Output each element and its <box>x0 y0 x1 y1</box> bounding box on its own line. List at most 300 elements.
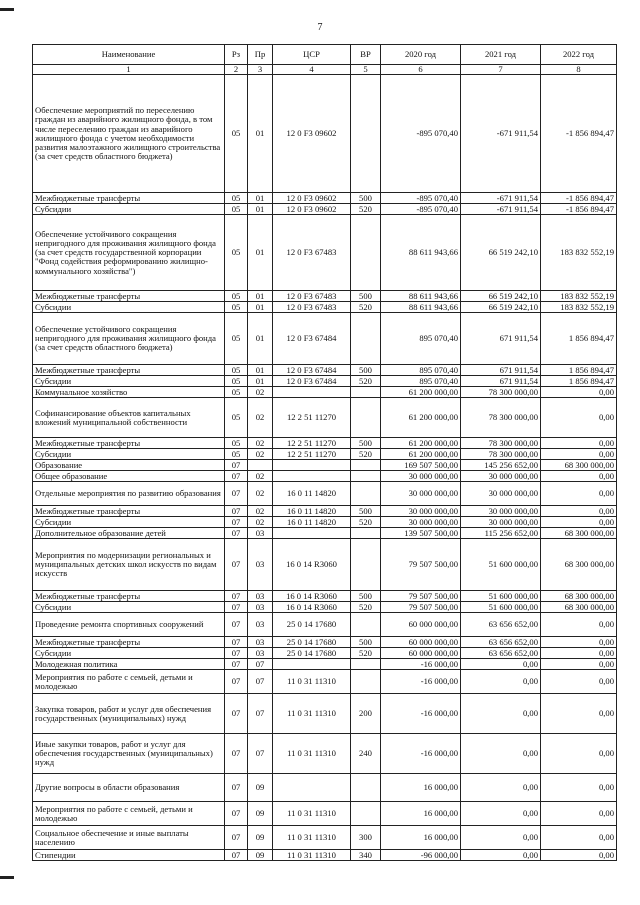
cell-rz: 05 <box>225 313 248 365</box>
cell-csr: 12 0 F3 67484 <box>273 376 351 387</box>
table-row <box>33 613 617 637</box>
cell-vr <box>351 670 381 694</box>
cell-vr: 520 <box>351 204 381 215</box>
cell-2021: 51 600 000,00 <box>461 602 541 613</box>
cell-csr: 12 2 51 11270 <box>273 398 351 438</box>
cell-csr: 12 0 F3 67484 <box>273 365 351 376</box>
cell-2020: 61 200 000,00 <box>381 387 461 398</box>
cell-rz: 05 <box>225 302 248 313</box>
cell-2022: 0,00 <box>541 449 617 460</box>
page-number: 7 <box>317 22 323 33</box>
cell-rz: 05 <box>225 365 248 376</box>
col-header-rz: Рз <box>225 45 248 65</box>
col-header-pr: Пр <box>248 45 273 65</box>
cell-pr: 03 <box>248 528 273 539</box>
cell-name: Субсидии <box>33 302 225 313</box>
cell-2021: 0,00 <box>461 694 541 734</box>
cell-2022: 68 300 000,00 <box>541 591 617 602</box>
cell-2020: -16 000,00 <box>381 670 461 694</box>
cell-2022: 0,00 <box>541 670 617 694</box>
cell-2022: 183 832 552,19 <box>541 291 617 302</box>
cell-vr: 520 <box>351 648 381 659</box>
cell-vr: 240 <box>351 734 381 774</box>
cell-rz: 07 <box>225 826 248 850</box>
cell-rz: 07 <box>225 591 248 602</box>
table-row <box>33 471 617 482</box>
cell-pr: 02 <box>248 471 273 482</box>
cell-2021: -671 911,54 <box>461 75 541 193</box>
col-number: 5 <box>351 65 381 75</box>
cell-2021: 0,00 <box>461 826 541 850</box>
cell-2021: 671 911,54 <box>461 313 541 365</box>
cell-2021: 30 000 000,00 <box>461 482 541 506</box>
cell-name: Субсидии <box>33 648 225 659</box>
cell-pr: 03 <box>248 602 273 613</box>
cell-csr: 25 0 14 17680 <box>273 648 351 659</box>
table-row <box>33 774 617 802</box>
cell-2020: 61 200 000,00 <box>381 438 461 449</box>
cell-name: Мероприятия по модернизации региональных и муниципальных детских школ искусств по видам искусств <box>33 539 225 591</box>
cell-2021: 63 656 652,00 <box>461 613 541 637</box>
cell-rz: 05 <box>225 291 248 302</box>
cell-pr: 02 <box>248 506 273 517</box>
cell-2022: 0,00 <box>541 387 617 398</box>
cell-2021: 78 300 000,00 <box>461 438 541 449</box>
cell-name: Субсидии <box>33 449 225 460</box>
cell-vr <box>351 387 381 398</box>
col-number: 4 <box>273 65 351 75</box>
cell-2022: 183 832 552,19 <box>541 215 617 291</box>
cell-rz: 07 <box>225 694 248 734</box>
cell-2021: 66 519 242,10 <box>461 291 541 302</box>
cell-2021: 0,00 <box>461 734 541 774</box>
cell-rz: 05 <box>225 449 248 460</box>
cell-2022: 0,00 <box>541 613 617 637</box>
cell-2020: 16 000,00 <box>381 802 461 826</box>
cell-2020: 895 070,40 <box>381 376 461 387</box>
cell-rz: 07 <box>225 482 248 506</box>
cell-vr: 500 <box>351 506 381 517</box>
cell-rz: 07 <box>225 670 248 694</box>
cell-vr <box>351 659 381 670</box>
table-row <box>33 398 617 438</box>
cell-2021: 30 000 000,00 <box>461 506 541 517</box>
cell-pr: 02 <box>248 387 273 398</box>
cell-2021: 63 656 652,00 <box>461 648 541 659</box>
col-header-2020: 2020 год <box>381 45 461 65</box>
table-row <box>33 193 617 204</box>
cell-pr: 03 <box>248 613 273 637</box>
cell-pr <box>248 460 273 471</box>
table-row <box>33 482 617 506</box>
cell-csr <box>273 471 351 482</box>
cell-rz: 05 <box>225 387 248 398</box>
cell-rz: 07 <box>225 528 248 539</box>
cell-pr: 03 <box>248 648 273 659</box>
cell-2020: -16 000,00 <box>381 694 461 734</box>
table-row <box>33 215 617 291</box>
cell-rz: 07 <box>225 659 248 670</box>
table-row <box>33 75 617 193</box>
cell-2020: 79 507 500,00 <box>381 591 461 602</box>
cell-name: Субсидии <box>33 204 225 215</box>
cell-pr: 01 <box>248 291 273 302</box>
cell-vr: 340 <box>351 850 381 861</box>
cell-2020: 60 000 000,00 <box>381 648 461 659</box>
cell-2021: 0,00 <box>461 659 541 670</box>
cell-csr: 11 0 31 11310 <box>273 670 351 694</box>
col-header-csr: ЦСР <box>273 45 351 65</box>
table-row <box>33 670 617 694</box>
cell-pr: 01 <box>248 313 273 365</box>
cell-vr <box>351 75 381 193</box>
cell-name: Мероприятия по работе с семьей, детьми и молодежью <box>33 670 225 694</box>
cell-csr: 16 0 14 R3060 <box>273 602 351 613</box>
cell-pr: 01 <box>248 204 273 215</box>
table-row <box>33 302 617 313</box>
cell-2022: 0,00 <box>541 517 617 528</box>
cell-2022: 68 300 000,00 <box>541 602 617 613</box>
cell-2020: 30 000 000,00 <box>381 517 461 528</box>
cell-name: Межбюджетные трансферты <box>33 365 225 376</box>
cell-csr: 12 0 F3 67483 <box>273 291 351 302</box>
cell-csr: 16 0 11 14820 <box>273 506 351 517</box>
cell-name: Межбюджетные трансферты <box>33 506 225 517</box>
cell-pr: 09 <box>248 850 273 861</box>
cell-name: Образование <box>33 460 225 471</box>
cell-2022: 0,00 <box>541 734 617 774</box>
cell-2020: 60 000 000,00 <box>381 637 461 648</box>
cell-pr: 07 <box>248 659 273 670</box>
cell-rz: 07 <box>225 802 248 826</box>
cell-pr: 07 <box>248 734 273 774</box>
cell-name: Проведение ремонта спортивных сооружений <box>33 613 225 637</box>
scan-edge-mark <box>0 8 14 11</box>
table-row <box>33 591 617 602</box>
cell-2022: 0,00 <box>541 637 617 648</box>
cell-rz: 05 <box>225 215 248 291</box>
table-row <box>33 539 617 591</box>
cell-2020: 139 507 500,00 <box>381 528 461 539</box>
cell-csr: 12 0 F3 09602 <box>273 75 351 193</box>
cell-vr <box>351 482 381 506</box>
scan-edge-mark <box>0 876 14 879</box>
cell-rz: 07 <box>225 471 248 482</box>
cell-2021: 63 656 652,00 <box>461 637 541 648</box>
cell-csr: 11 0 31 11310 <box>273 734 351 774</box>
cell-vr: 500 <box>351 438 381 449</box>
cell-vr: 500 <box>351 291 381 302</box>
cell-vr <box>351 460 381 471</box>
cell-csr <box>273 387 351 398</box>
cell-2021: 30 000 000,00 <box>461 517 541 528</box>
cell-2020: -895 070,40 <box>381 75 461 193</box>
cell-2021: 0,00 <box>461 850 541 861</box>
cell-2020: 61 200 000,00 <box>381 449 461 460</box>
cell-rz: 07 <box>225 539 248 591</box>
table-row <box>33 387 617 398</box>
cell-rz: 07 <box>225 734 248 774</box>
cell-name: Общее образование <box>33 471 225 482</box>
cell-pr: 01 <box>248 365 273 376</box>
cell-2022: 0,00 <box>541 659 617 670</box>
cell-2020: 169 507 500,00 <box>381 460 461 471</box>
cell-2021: 78 300 000,00 <box>461 387 541 398</box>
cell-name: Обеспечение устойчивого сокращения непригодного для проживания жилищного фонда (за счет средств областного бюджета) <box>33 313 225 365</box>
cell-2022: -1 856 894,47 <box>541 193 617 204</box>
cell-vr: 500 <box>351 591 381 602</box>
cell-rz: 05 <box>225 376 248 387</box>
cell-2022: 1 856 894,47 <box>541 313 617 365</box>
cell-name: Субсидии <box>33 517 225 528</box>
cell-2020: -16 000,00 <box>381 659 461 670</box>
cell-rz: 05 <box>225 193 248 204</box>
cell-2022: 0,00 <box>541 471 617 482</box>
table-row <box>33 204 617 215</box>
col-number: 8 <box>541 65 617 75</box>
cell-name: Закупка товаров, работ и услуг для обеспечения государственных (муниципальных) нужд <box>33 694 225 734</box>
cell-2020: -96 000,00 <box>381 850 461 861</box>
cell-2022: 0,00 <box>541 398 617 438</box>
cell-csr: 11 0 31 11310 <box>273 694 351 734</box>
cell-vr: 520 <box>351 302 381 313</box>
table-row <box>33 826 617 850</box>
cell-csr: 16 0 11 14820 <box>273 482 351 506</box>
cell-vr: 500 <box>351 365 381 376</box>
cell-2021: 66 519 242,10 <box>461 215 541 291</box>
cell-csr: 12 2 51 11270 <box>273 449 351 460</box>
cell-2022: 0,00 <box>541 648 617 659</box>
cell-2020: 60 000 000,00 <box>381 613 461 637</box>
cell-rz: 07 <box>225 637 248 648</box>
col-number: 6 <box>381 65 461 75</box>
cell-2020: 88 611 943,66 <box>381 302 461 313</box>
cell-pr: 01 <box>248 302 273 313</box>
cell-name: Стипендии <box>33 850 225 861</box>
cell-name: Обеспечение устойчивого сокращения непригодного для проживания жилищного фонда (за счет средств государственной корпорации "Фонд содействия реформированию жилищно-коммунального хозяйства") <box>33 215 225 291</box>
cell-2021: 115 256 652,00 <box>461 528 541 539</box>
cell-pr: 03 <box>248 591 273 602</box>
cell-2022: 183 832 552,19 <box>541 302 617 313</box>
cell-rz: 05 <box>225 438 248 449</box>
cell-2020: 30 000 000,00 <box>381 471 461 482</box>
cell-name: Социальное обеспечение и иные выплаты населению <box>33 826 225 850</box>
cell-csr: 11 0 31 11310 <box>273 826 351 850</box>
cell-csr: 12 0 F3 67483 <box>273 302 351 313</box>
cell-2022: 0,00 <box>541 826 617 850</box>
cell-rz: 05 <box>225 75 248 193</box>
cell-name: Субсидии <box>33 376 225 387</box>
col-header-name: Наименование <box>33 45 225 65</box>
cell-2020: -895 070,40 <box>381 204 461 215</box>
cell-rz: 05 <box>225 398 248 438</box>
cell-2020: 88 611 943,66 <box>381 215 461 291</box>
cell-2022: 0,00 <box>541 802 617 826</box>
cell-csr: 12 0 F3 09602 <box>273 193 351 204</box>
table-row <box>33 449 617 460</box>
cell-2022: 0,00 <box>541 506 617 517</box>
table-row <box>33 637 617 648</box>
cell-name: Дополнительное образование детей <box>33 528 225 539</box>
table-row <box>33 291 617 302</box>
cell-rz: 07 <box>225 613 248 637</box>
cell-vr: 520 <box>351 517 381 528</box>
cell-rz: 07 <box>225 602 248 613</box>
col-header-2022: 2022 год <box>541 45 617 65</box>
cell-2021: 30 000 000,00 <box>461 471 541 482</box>
cell-rz: 07 <box>225 774 248 802</box>
cell-2020: 16 000,00 <box>381 774 461 802</box>
table-row <box>33 648 617 659</box>
cell-csr: 11 0 31 11310 <box>273 802 351 826</box>
cell-2020: 895 070,40 <box>381 365 461 376</box>
cell-vr: 520 <box>351 376 381 387</box>
cell-name: Обеспечение мероприятий по переселению граждан из аварийного жилищного фонда, в том числе переселению граждан из аварийного жилищного фонда с учетом необходимости развития малоэтажного жилищного строительства (за счет средств областного бюджета) <box>33 75 225 193</box>
cell-vr <box>351 528 381 539</box>
table-row <box>33 602 617 613</box>
cell-csr: 12 2 51 11270 <box>273 438 351 449</box>
cell-pr: 02 <box>248 482 273 506</box>
cell-vr <box>351 774 381 802</box>
cell-pr: 02 <box>248 398 273 438</box>
cell-2022: 68 300 000,00 <box>541 539 617 591</box>
cell-vr: 520 <box>351 602 381 613</box>
cell-name: Коммунальное хозяйство <box>33 387 225 398</box>
col-number: 2 <box>225 65 248 75</box>
col-number: 7 <box>461 65 541 75</box>
cell-rz: 07 <box>225 517 248 528</box>
cell-pr: 09 <box>248 802 273 826</box>
cell-vr: 300 <box>351 826 381 850</box>
cell-2020: 895 070,40 <box>381 313 461 365</box>
cell-name: Межбюджетные трансферты <box>33 193 225 204</box>
cell-pr: 09 <box>248 774 273 802</box>
cell-2022: 68 300 000,00 <box>541 528 617 539</box>
table-row <box>33 802 617 826</box>
cell-pr: 07 <box>248 670 273 694</box>
cell-2021: 0,00 <box>461 802 541 826</box>
cell-name: Мероприятия по работе с семьей, детьми и молодежью <box>33 802 225 826</box>
cell-csr: 25 0 14 17680 <box>273 613 351 637</box>
cell-2022: -1 856 894,47 <box>541 75 617 193</box>
cell-2022: 1 856 894,47 <box>541 365 617 376</box>
cell-2022: 0,00 <box>541 774 617 802</box>
cell-name: Субсидии <box>33 602 225 613</box>
cell-2021: 78 300 000,00 <box>461 449 541 460</box>
cell-2021: 671 911,54 <box>461 365 541 376</box>
cell-2021: 51 600 000,00 <box>461 591 541 602</box>
table-row <box>33 460 617 471</box>
cell-vr <box>351 471 381 482</box>
budget-table <box>32 44 617 861</box>
cell-vr <box>351 539 381 591</box>
col-number: 1 <box>33 65 225 75</box>
cell-csr <box>273 774 351 802</box>
cell-rz: 07 <box>225 506 248 517</box>
table-row <box>33 506 617 517</box>
cell-name: Другие вопросы в области образования <box>33 774 225 802</box>
cell-pr: 01 <box>248 75 273 193</box>
cell-2020: 88 611 943,66 <box>381 291 461 302</box>
cell-csr: 25 0 14 17680 <box>273 637 351 648</box>
table-row <box>33 438 617 449</box>
cell-2021: 66 519 242,10 <box>461 302 541 313</box>
cell-vr <box>351 215 381 291</box>
cell-vr: 520 <box>351 449 381 460</box>
cell-2021: 671 911,54 <box>461 376 541 387</box>
cell-2020: -16 000,00 <box>381 734 461 774</box>
cell-2020: 79 507 500,00 <box>381 539 461 591</box>
cell-name: Отдельные мероприятия по развитию образования <box>33 482 225 506</box>
cell-2022: 0,00 <box>541 694 617 734</box>
cell-name: Софинансирование объектов капитальных вложений муниципальной собственности <box>33 398 225 438</box>
cell-csr: 12 0 F3 09602 <box>273 204 351 215</box>
cell-csr: 12 0 F3 67483 <box>273 215 351 291</box>
cell-2020: 16 000,00 <box>381 826 461 850</box>
cell-2022: 68 300 000,00 <box>541 460 617 471</box>
table-row <box>33 659 617 670</box>
cell-vr: 500 <box>351 193 381 204</box>
cell-vr <box>351 802 381 826</box>
table-row <box>33 376 617 387</box>
cell-2020: 79 507 500,00 <box>381 602 461 613</box>
cell-rz: 05 <box>225 204 248 215</box>
cell-rz: 07 <box>225 850 248 861</box>
table-row <box>33 365 617 376</box>
table-row <box>33 313 617 365</box>
cell-2021: 51 600 000,00 <box>461 539 541 591</box>
col-header-vr: ВР <box>351 45 381 65</box>
cell-csr: 16 0 14 R3060 <box>273 539 351 591</box>
cell-pr: 03 <box>248 637 273 648</box>
cell-pr: 02 <box>248 517 273 528</box>
column-number-row <box>33 65 617 75</box>
table-row <box>33 694 617 734</box>
cell-name: Межбюджетные трансферты <box>33 291 225 302</box>
cell-2022: 0,00 <box>541 438 617 449</box>
cell-vr <box>351 313 381 365</box>
cell-pr: 01 <box>248 376 273 387</box>
cell-2022: 0,00 <box>541 850 617 861</box>
cell-2022: 1 856 894,47 <box>541 376 617 387</box>
cell-2020: 30 000 000,00 <box>381 482 461 506</box>
cell-2021: 0,00 <box>461 670 541 694</box>
cell-name: Молодежная политика <box>33 659 225 670</box>
cell-rz: 07 <box>225 648 248 659</box>
cell-vr <box>351 613 381 637</box>
cell-pr: 01 <box>248 215 273 291</box>
cell-csr: 12 0 F3 67484 <box>273 313 351 365</box>
cell-2022: 0,00 <box>541 482 617 506</box>
table-row <box>33 528 617 539</box>
cell-pr: 02 <box>248 449 273 460</box>
cell-2020: -895 070,40 <box>381 193 461 204</box>
cell-vr: 200 <box>351 694 381 734</box>
cell-csr: 11 0 31 11310 <box>273 850 351 861</box>
cell-pr: 09 <box>248 826 273 850</box>
cell-csr <box>273 528 351 539</box>
col-number: 3 <box>248 65 273 75</box>
cell-rz: 07 <box>225 460 248 471</box>
cell-2021: 78 300 000,00 <box>461 398 541 438</box>
cell-name: Иные закупки товаров, работ и услуг для обеспечения государственных (муниципальных) нужд <box>33 734 225 774</box>
cell-2022: -1 856 894,47 <box>541 204 617 215</box>
cell-pr: 01 <box>248 193 273 204</box>
cell-2020: 61 200 000,00 <box>381 398 461 438</box>
table-row <box>33 734 617 774</box>
cell-name: Межбюджетные трансферты <box>33 591 225 602</box>
cell-pr: 03 <box>248 539 273 591</box>
